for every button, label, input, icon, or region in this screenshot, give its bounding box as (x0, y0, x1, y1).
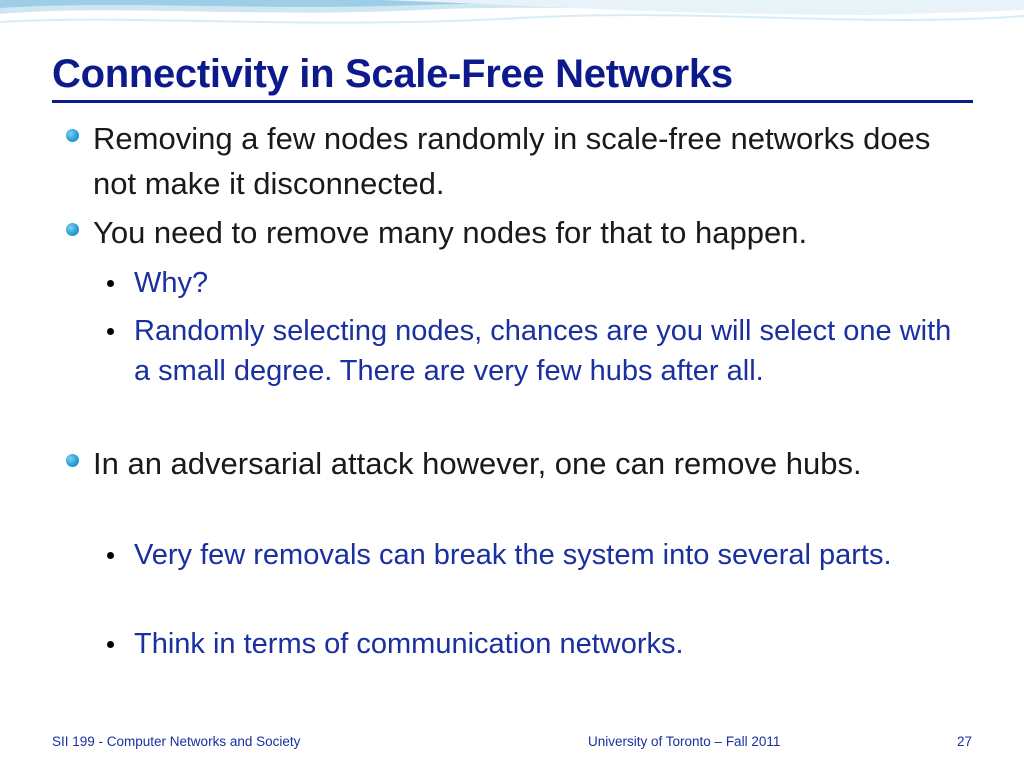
bullet-text: In an adversarial attack however, one can remove hubs. (93, 446, 862, 481)
bullet-item (93, 441, 973, 486)
page-number: 27 (957, 734, 973, 749)
sub-bullet-text: Randomly selecting nodes, chances are you will select one with a small degree. There are very few hubs after all. (134, 315, 952, 387)
footer-course: SII 199 - Computer Networks and Society (52, 734, 301, 749)
bullet-dot-icon (66, 454, 79, 467)
footer-institution: University of Toronto – Fall 2011 (588, 734, 781, 749)
sub-bullet-item (134, 263, 969, 303)
bullet-text: You need to remove many nodes for that to happen. (93, 215, 808, 250)
sub-bullet-dot-icon (107, 280, 114, 287)
sub-bullet-dot-icon (107, 328, 114, 335)
sub-bullet-item (134, 624, 969, 664)
bullet-text: Removing a few nodes randomly in scale-free networks does not make it disconnected. (93, 121, 931, 201)
sub-bullet-item (134, 311, 969, 391)
bullet-dot-icon (66, 223, 79, 236)
sub-bullet-item (134, 535, 969, 575)
sub-bullet-dot-icon (107, 641, 114, 648)
sub-bullet-text: Why? (134, 267, 209, 299)
bullet-item (93, 116, 973, 206)
sub-bullet-text: Very few removals can break the system into several parts. (134, 539, 892, 571)
slide-title: Connectivity in Scale-Free Networks (52, 52, 733, 96)
sub-bullet-text: Think in terms of communication networks. (134, 628, 684, 660)
bullet-dot-icon (66, 129, 79, 142)
sub-bullet-dot-icon (107, 552, 114, 559)
bullet-item (93, 210, 973, 255)
